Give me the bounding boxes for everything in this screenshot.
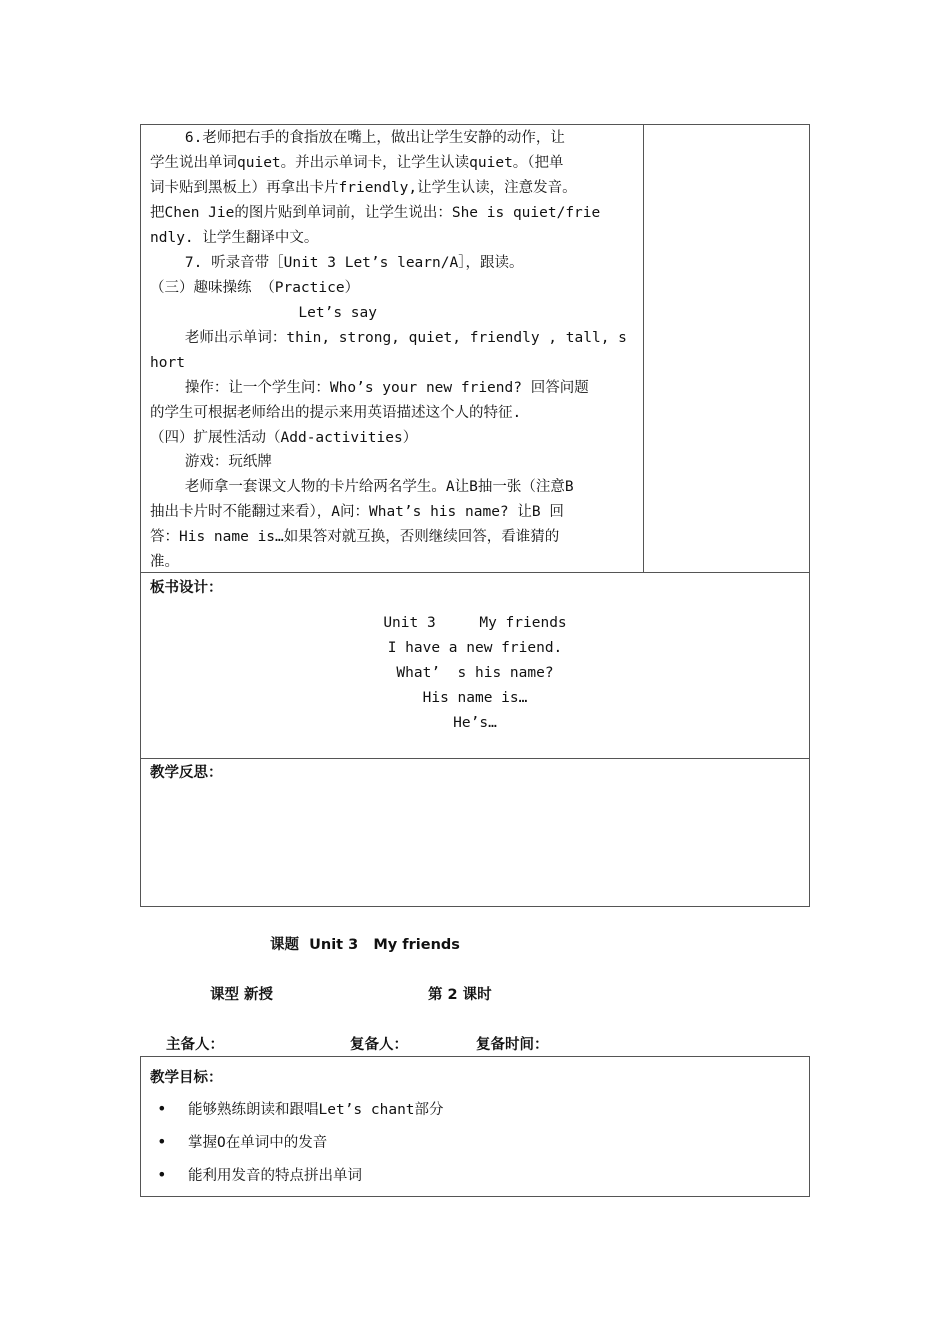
lesson-type: 课型 新授 <box>210 987 274 1003</box>
bullet-icon: • <box>157 1165 167 1184</box>
table-column-divider <box>643 124 644 573</box>
objective-item: 能利用发音的特点拼出单词 <box>188 1168 362 1184</box>
reflection-label: 教学反思： <box>150 765 223 781</box>
board-design-label: 板书设计： <box>150 580 223 596</box>
body-line: 抽出卡片时不能翻过来看），A问：What’s his name? 让B 回 <box>150 504 564 520</box>
body-line: 学生说出单词quiet。并出示单词卡，让学生认读quiet。（把单 <box>150 155 564 171</box>
board-line: I have a new friend. <box>387 640 563 656</box>
body-line: 答：His name is…如果答对就互换，否则继续回答，看谁猜的 <box>150 529 560 545</box>
body-line: （四）扩展性活动（Add-activities） <box>150 430 418 446</box>
body-line: 词卡贴到黑板上）再拿出卡片friendly,让学生认读，注意发音。 <box>150 180 577 196</box>
board-line: What’ s his name? <box>396 665 554 681</box>
body-line: 把Chen Jie的图片贴到单词前，让学生说出：She is quiet/frie <box>150 205 601 221</box>
body-line: ndly. 让学生翻译中文。 <box>150 230 319 246</box>
body-line: 7. 听录音带［Unit 3 Let’s learn/A］，跟读。 <box>150 255 524 271</box>
body-line: 准。 <box>150 554 179 570</box>
lesson-period: 第 2 课时 <box>428 987 492 1003</box>
body-line: 老师拿一套课文人物的卡片给两名学生。A让B抽一张（注意B <box>150 479 574 495</box>
bullet-icon: • <box>157 1132 167 1151</box>
body-line: 6.老师把右手的食指放在嘴上，做出让学生安静的动作，让 <box>150 130 565 146</box>
body-line: （三）趣味操练 （Practice） <box>150 280 360 296</box>
board-line: His name is… <box>422 690 528 706</box>
body-line: 游戏：玩纸牌 <box>150 454 272 470</box>
objectives-label: 教学目标： <box>150 1070 223 1086</box>
lesson-topic: 课题 Unit 3 My friends <box>270 937 460 953</box>
preparer-label: 主备人： <box>166 1037 224 1053</box>
board-line: Unit 3 My friends <box>383 615 567 631</box>
bullet-icon: • <box>157 1099 167 1118</box>
table-row-divider <box>140 758 810 759</box>
objective-item: 掌握O在单词中的发音 <box>188 1135 328 1151</box>
body-line: 的学生可根据老师给出的提示来用英语描述这个人的特征. <box>150 405 522 421</box>
body-line: 操作：让一个学生问：Who’s your new friend? 回答问题 <box>150 380 589 396</box>
co-preparer-label: 复备人： <box>350 1037 408 1053</box>
objective-item: 能够熟练朗读和跟唱Let’s chant部分 <box>188 1102 444 1118</box>
body-line: hort <box>150 355 185 371</box>
body-line: Let’s say <box>150 305 377 321</box>
body-line: 老师出示单词：thin, strong, quiet, friendly , tall, s <box>150 330 627 346</box>
table-row-divider <box>140 572 810 573</box>
co-prep-time-label: 复备时间： <box>476 1037 549 1053</box>
board-line: He’s… <box>453 715 497 731</box>
